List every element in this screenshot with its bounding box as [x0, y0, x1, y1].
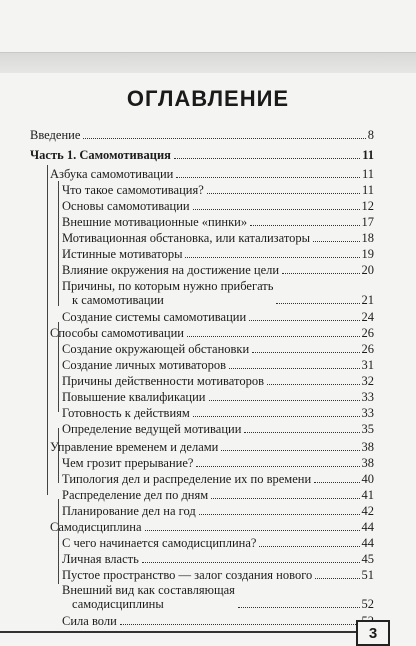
toc-entry[interactable]: Способы самомотивации 26 [50, 326, 374, 340]
toc-entry[interactable]: С чего начинается самодисциплина? 44 [62, 536, 374, 550]
tree-line-upravlenie [58, 428, 59, 483]
toc-entry[interactable]: Планирование дел на год 42 [62, 504, 374, 518]
toc-entry[interactable]: Внешние мотивационные «пинки» 17 [62, 215, 374, 229]
toc-entry[interactable]: Причины действенности мотиваторов 32 [62, 374, 374, 388]
toc-entry[interactable]: Распределение дел по дням 41 [62, 488, 374, 502]
toc-entry[interactable]: Личная власть 45 [62, 552, 374, 566]
footer-rule [0, 631, 356, 633]
toc-entry[interactable]: Основы самомотивации 12 [62, 199, 374, 213]
toc-entry[interactable]: Чем грозит прерывание? 38 [62, 456, 374, 470]
tree-line-azbuka [58, 181, 59, 306]
toc-entry[interactable]: Сила воли [62, 614, 374, 628]
toc-entry[interactable]: Определение ведущей мотивации 35 [62, 422, 374, 436]
toc-entry[interactable]: Внешний вид как составляющая самодисциплины 52 [62, 583, 374, 611]
toc-entry[interactable]: Мотивационная обстановка, или катализаторы 18 [62, 231, 374, 245]
toc-entry[interactable]: Создание окружающей обстановки 26 [62, 342, 374, 356]
toc-entry[interactable]: Что такое самомотивация? 11 [62, 183, 374, 197]
toc-entry[interactable]: Пустое пространство — залог создания нового 51 [62, 568, 374, 582]
page-title: ОГЛАВЛЕНИЕ [126, 86, 290, 111]
toc-entry[interactable]: Причины, по которым нужно прибегать к самомотивации 21 [62, 279, 374, 307]
toc-entry[interactable]: Азбука самомотивации 11 [50, 167, 374, 181]
toc-entry-part1[interactable]: Часть 1. Самомотивация 11 [30, 148, 374, 162]
tree-line-part1 [47, 165, 48, 495]
toc-entry[interactable]: Самодисциплина 44 [50, 520, 374, 534]
page-number: 3 [356, 620, 390, 646]
toc-entry[interactable]: Повышение квалификации 33 [62, 390, 374, 404]
toc-entry[interactable]: Создание личных мотиваторов 31 [62, 358, 374, 372]
toc-entry[interactable]: Истинные мотиваторы 19 [62, 247, 374, 261]
toc-entry[interactable]: Управление временем и делами 38 [50, 440, 374, 454]
toc-entry[interactable]: Создание системы самомотивации 24 [62, 310, 374, 324]
toc-entry-intro[interactable]: Введение 8 [30, 128, 374, 142]
toc-entry[interactable]: Готовность к действиям 33 [62, 406, 374, 420]
toc-entry[interactable]: Влияние окружения на достижение цели 20 [62, 263, 374, 277]
toc-entry[interactable]: Типология дел и распределение их по времени 40 [62, 472, 374, 486]
tree-line-samodisciplina [58, 499, 59, 584]
